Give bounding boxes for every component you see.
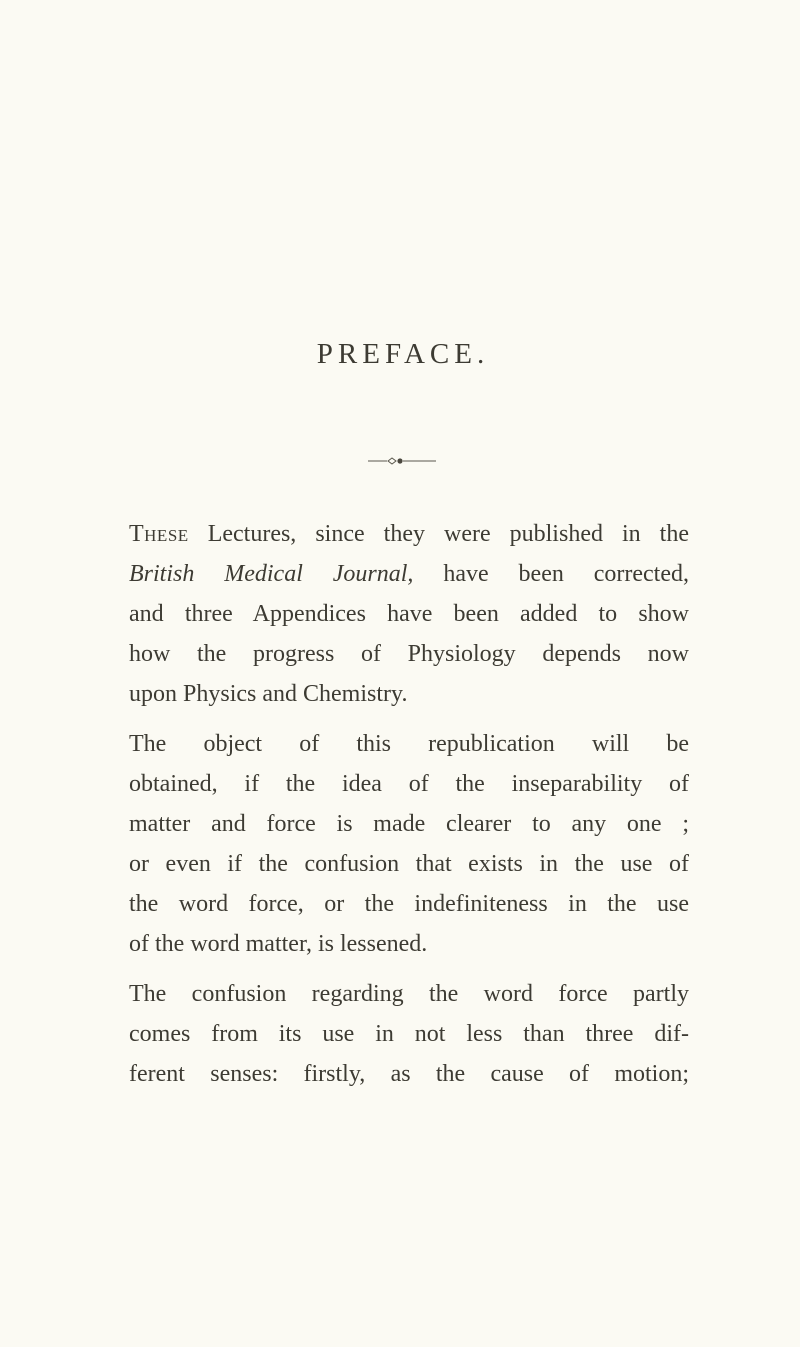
text-line: how the progress of Physiology depends now: [129, 641, 689, 667]
text-line: the word force, or the indefiniteness in the use: [129, 891, 689, 917]
rule-diamond-ornament-icon: [368, 456, 436, 466]
preface-heading: PREFACE.: [316, 338, 490, 370]
text-line: The object of this republication will be: [129, 731, 689, 757]
text-line: ferent senses: firstly, as the cause of motion;: [129, 1061, 689, 1087]
lead-word: These: [129, 521, 189, 547]
journal-title: British Medical Journal,: [129, 561, 414, 587]
text-line: British Medical Journal, have been corrected,: [129, 561, 689, 587]
text-line: comes from its use in not less than three dif-: [129, 1021, 689, 1047]
text-line: The confusion regarding the word force partly: [129, 981, 689, 1007]
text-line: obtained, if the idea of the inseparability of: [129, 771, 689, 797]
text-line: matter and force is made clearer to any one ;: [129, 811, 689, 837]
text-line: of the word matter, is lessened.: [129, 931, 428, 957]
text-line: and three Appendices have been added to show: [129, 601, 689, 627]
text-line: or even if the confusion that exists in the use of: [129, 851, 689, 877]
text-line: These Lectures, since they were published in the: [129, 521, 689, 547]
text-line: upon Physics and Chemistry.: [129, 681, 408, 707]
